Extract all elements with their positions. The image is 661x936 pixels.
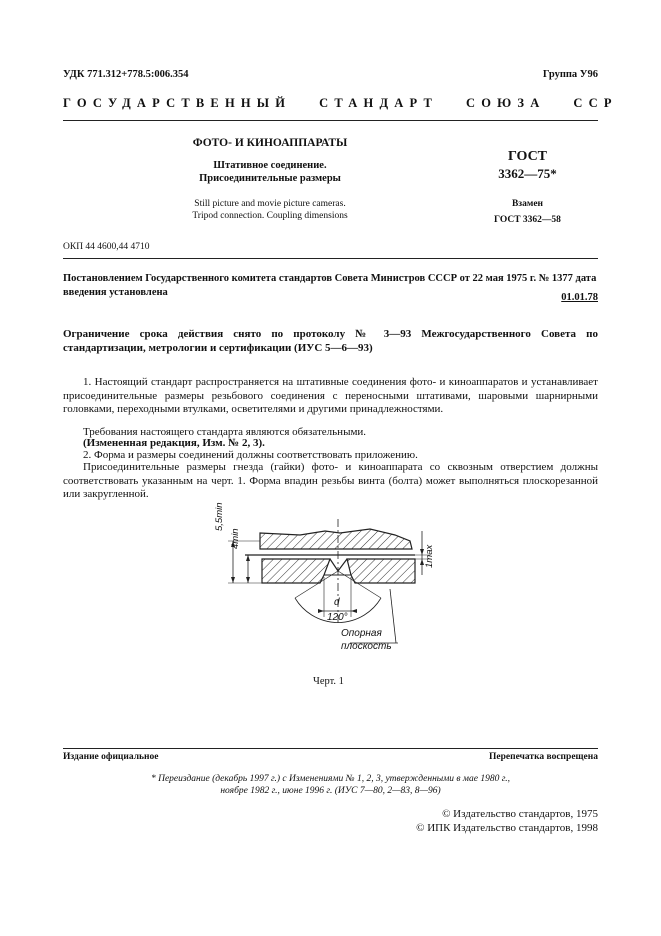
subtitle-line1: Штативное соединение.	[213, 160, 327, 171]
dim-label-55min: 5,5min	[214, 502, 225, 531]
gost-number: 3362—75*	[498, 166, 557, 181]
camera-body-section	[260, 529, 412, 549]
paragraph-1: 1. Настоящий стандарт распространяется на штативные соединения фото- и киноаппаратов и устанавливает присоединительные размеры резьбового соединения с переносными штативами, шаровыми шарнирными головками, переходными втулками, осветителями и другими принадлежностями.	[63, 376, 598, 416]
okp-rule	[63, 258, 598, 259]
copyright-1975: © Издательство стандартов, 1975	[442, 808, 598, 820]
group-code: Группа У96	[542, 69, 598, 80]
copyright-1998: © ИПК Издательство стандартов, 1998	[416, 822, 598, 834]
figure-caption: Черт. 1	[313, 676, 344, 687]
support-plane-label-2: плоскость	[341, 641, 392, 652]
dim-label-4min: 4min	[230, 528, 241, 549]
dim-label-1max: 1max	[424, 544, 435, 568]
plate-left-section	[262, 559, 330, 583]
subtitle-line2: Присоединительные размеры	[199, 173, 341, 184]
english-title-line1: Still picture and movie picture cameras.	[194, 199, 346, 209]
state-standard-banner: ГОСУДАРСТВЕННЫЙ СТАНДАРТ СОЮЗА ССР	[63, 96, 618, 110]
paragraph-5: Присоединительные размеры гнезда (гайки) фото- и киноаппарата со сквозным отверстием должны соответствовать указанным на черт. 1. Форма впадин резьбы винта (болта) может выполняться плоскорезанной или закругленной.	[63, 461, 598, 501]
header-rule	[63, 120, 598, 121]
reprint-prohibited: Перепечатка воспрещена	[488, 752, 598, 762]
angle-label-120: 120°	[327, 612, 348, 623]
footer-rule	[63, 748, 598, 749]
udc-code: УДК 771.312+778.5:006.354	[63, 69, 189, 80]
restriction-note: Ограничение срока действия снято по протоколу № 3—93 Межгосударственного Совета по стандартизации, метрологии и сертификации (ИУС 5—6—93)	[63, 328, 598, 354]
official-edition: Издание официальное	[63, 752, 159, 762]
replaces-label: Взамен	[511, 199, 544, 209]
decree-text: Постановлением Государственного комитета стандартов Совета Министров СССР от 22 мая 1975 г. № 1377 дата введения установлена	[63, 273, 597, 298]
dim-label-d: d	[334, 597, 340, 608]
plate-right-section	[347, 559, 415, 583]
reissue-note-line2: ноябре 1982 г., июне 1996 г. (ИУС 7—80, 2—83, 8—96)	[220, 786, 441, 796]
english-title-line2: Tripod connection. Coupling dimensions	[192, 211, 348, 221]
okp-code: ОКП 44 4600,44 4710	[63, 242, 150, 252]
countersink	[330, 559, 347, 571]
reissue-note-line1: * Переиздание (декабрь 1997 г.) с Изменениями № 1, 2, 3, утвержденными в мае 1980 г.,	[150, 774, 511, 784]
replaces-number: ГОСТ 3362—58	[494, 215, 561, 225]
decree-date: 01.01.78	[561, 292, 598, 303]
paragraph-4: 2. Форма и размеры соединений должны соответствовать приложению.	[83, 449, 418, 461]
paragraph-3-amendment: (Измененная редакция, Изм. № 2, 3).	[83, 437, 265, 449]
paragraph-2: Требования настоящего стандарта являются обязательными.	[83, 426, 367, 438]
gost-label: ГОСТ	[507, 149, 548, 164]
main-title: ФОТО- И КИНОАППАРАТЫ	[192, 137, 348, 149]
support-plane-label-1: Опорная	[341, 628, 382, 639]
support-plane-leader	[390, 589, 396, 643]
